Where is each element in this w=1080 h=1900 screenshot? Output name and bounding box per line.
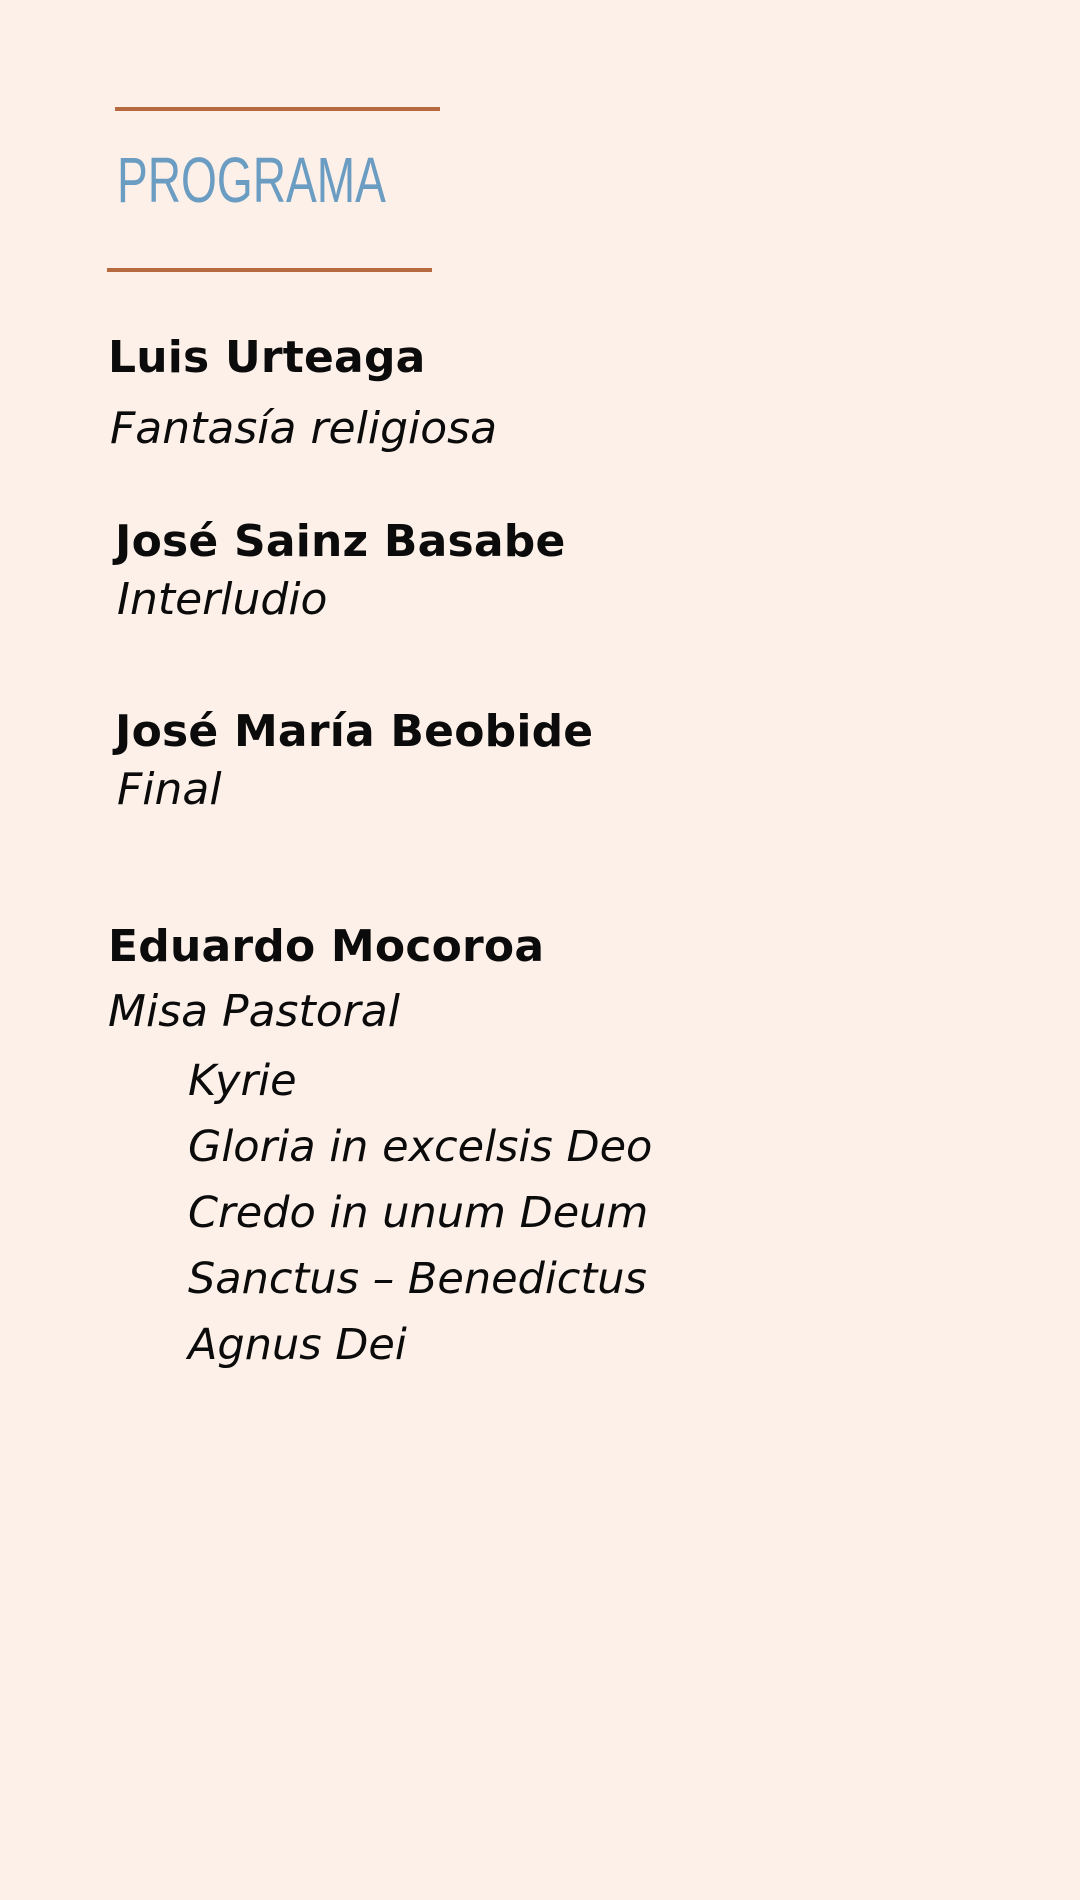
movement-item: Credo in unum Deum [188,1188,649,1238]
heading-top-rule [115,107,440,111]
movement-item: Kyrie [188,1056,297,1106]
work-title: Final [117,764,222,815]
composer-name: José Sainz Basabe [115,516,566,567]
work-title: Interludio [117,574,328,625]
movement-item: Sanctus – Benedictus [188,1254,647,1304]
movement-item: Gloria in excelsis Deo [188,1122,653,1172]
work-title: Misa Pastoral [108,986,400,1037]
composer-name: Eduardo Mocoroa [108,921,545,972]
movement-item: Agnus Dei [188,1320,407,1370]
page-title: PROGRAMA [117,144,386,216]
heading-bottom-rule [107,268,432,272]
composer-name: Luis Urteaga [108,332,426,383]
composer-name: José María Beobide [115,706,594,757]
work-title: Fantasía religiosa [110,403,498,454]
